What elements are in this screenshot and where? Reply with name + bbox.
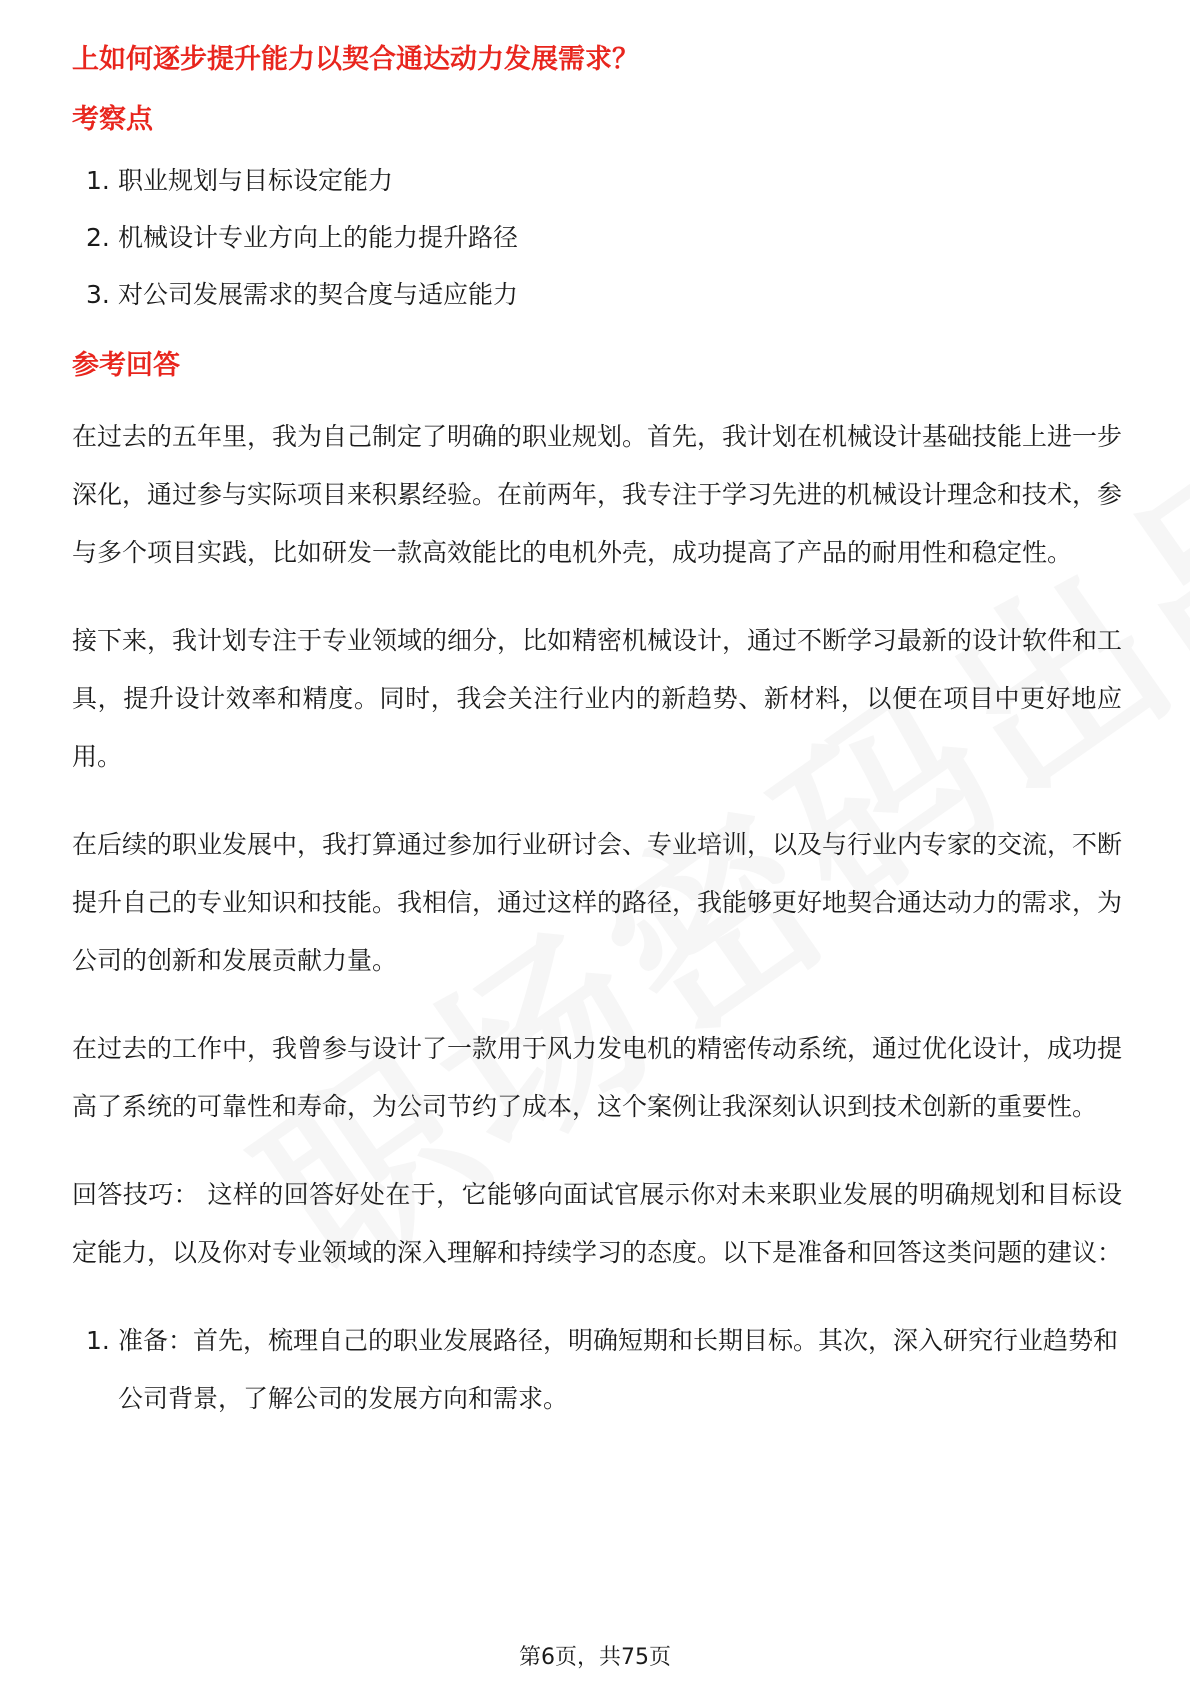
points-list: [72, 162, 1122, 314]
answer-heading: 参考回答: [72, 350, 180, 381]
points-heading: 考察点: [72, 104, 153, 135]
answer-paragraph: 在后续的职业发展中，我打算通过参加行业研讨会、专业培训，以及与行业内专家的交流，不断提升自己的专业知识和技能。我相信，通过这样的路径，我能够更好地契合通达动力的需求，为公司的创新和发展贡献力量。: [72, 830, 1123, 975]
list-number: 3.: [86, 280, 110, 309]
page-footer: 第6页，共75页: [519, 1645, 671, 1670]
list-item: [86, 276, 1122, 314]
answer-tips-paragraph: 回答技巧： 这样的回答好处在于，它能够向面试官展示你对未来职业发展的明确规划和目标设定能力，以及你对专业领域的深入理解和持续学习的态度。以下是准备和回答这类问题的建议：: [72, 1180, 1123, 1267]
answer-paragraph: 在过去的五年里，我为自己制定了明确的职业规划。首先，我计划在机械设计基础技能上进一步深化，通过参与实际项目来积累经验。在前两年，我专注于学习先进的机械设计理念和技术，参与多个项目实践，比如研发一款高效能比的电机外壳，成功提高了产品的耐用性和稳定性。: [72, 422, 1123, 567]
list-text: 对公司发展需求的契合度与适应能力: [118, 280, 519, 309]
list-text: 机械设计专业方向上的能力提升路径: [118, 223, 519, 252]
page-content: [72, 40, 1122, 1428]
list-item: [86, 1312, 1122, 1428]
question-title: 上如何逐步提升能力以契合通达动力发展需求？: [72, 44, 639, 75]
list-item: [86, 219, 1122, 257]
list-text: 准备：首先，梳理自己的职业发展路径，明确短期和长期目标。其次，深入研究行业趋势和公司背景，了解公司的发展方向和需求。: [118, 1326, 1119, 1413]
answer-paragraph: 接下来，我计划专注于专业领域的细分，比如精密机械设计，通过不断学习最新的设计软件和工具，提升设计效率和精度。同时，我会关注行业内的新趋势、新材料，以便在项目中更好地应用。: [72, 626, 1123, 771]
tips-list: [72, 1312, 1122, 1428]
list-number: 2.: [86, 223, 110, 252]
list-number: 1.: [86, 1326, 110, 1355]
answer-paragraph: 在过去的工作中，我曾参与设计了一款用于风力发电机的精密传动系统，通过优化设计，成功提高了系统的可靠性和寿命，为公司节约了成本，这个案例让我深刻认识到技术创新的重要性。: [72, 1034, 1123, 1121]
list-text: 职业规划与目标设定能力: [118, 166, 394, 195]
list-item: [86, 162, 1122, 200]
list-number: 1.: [86, 166, 110, 195]
